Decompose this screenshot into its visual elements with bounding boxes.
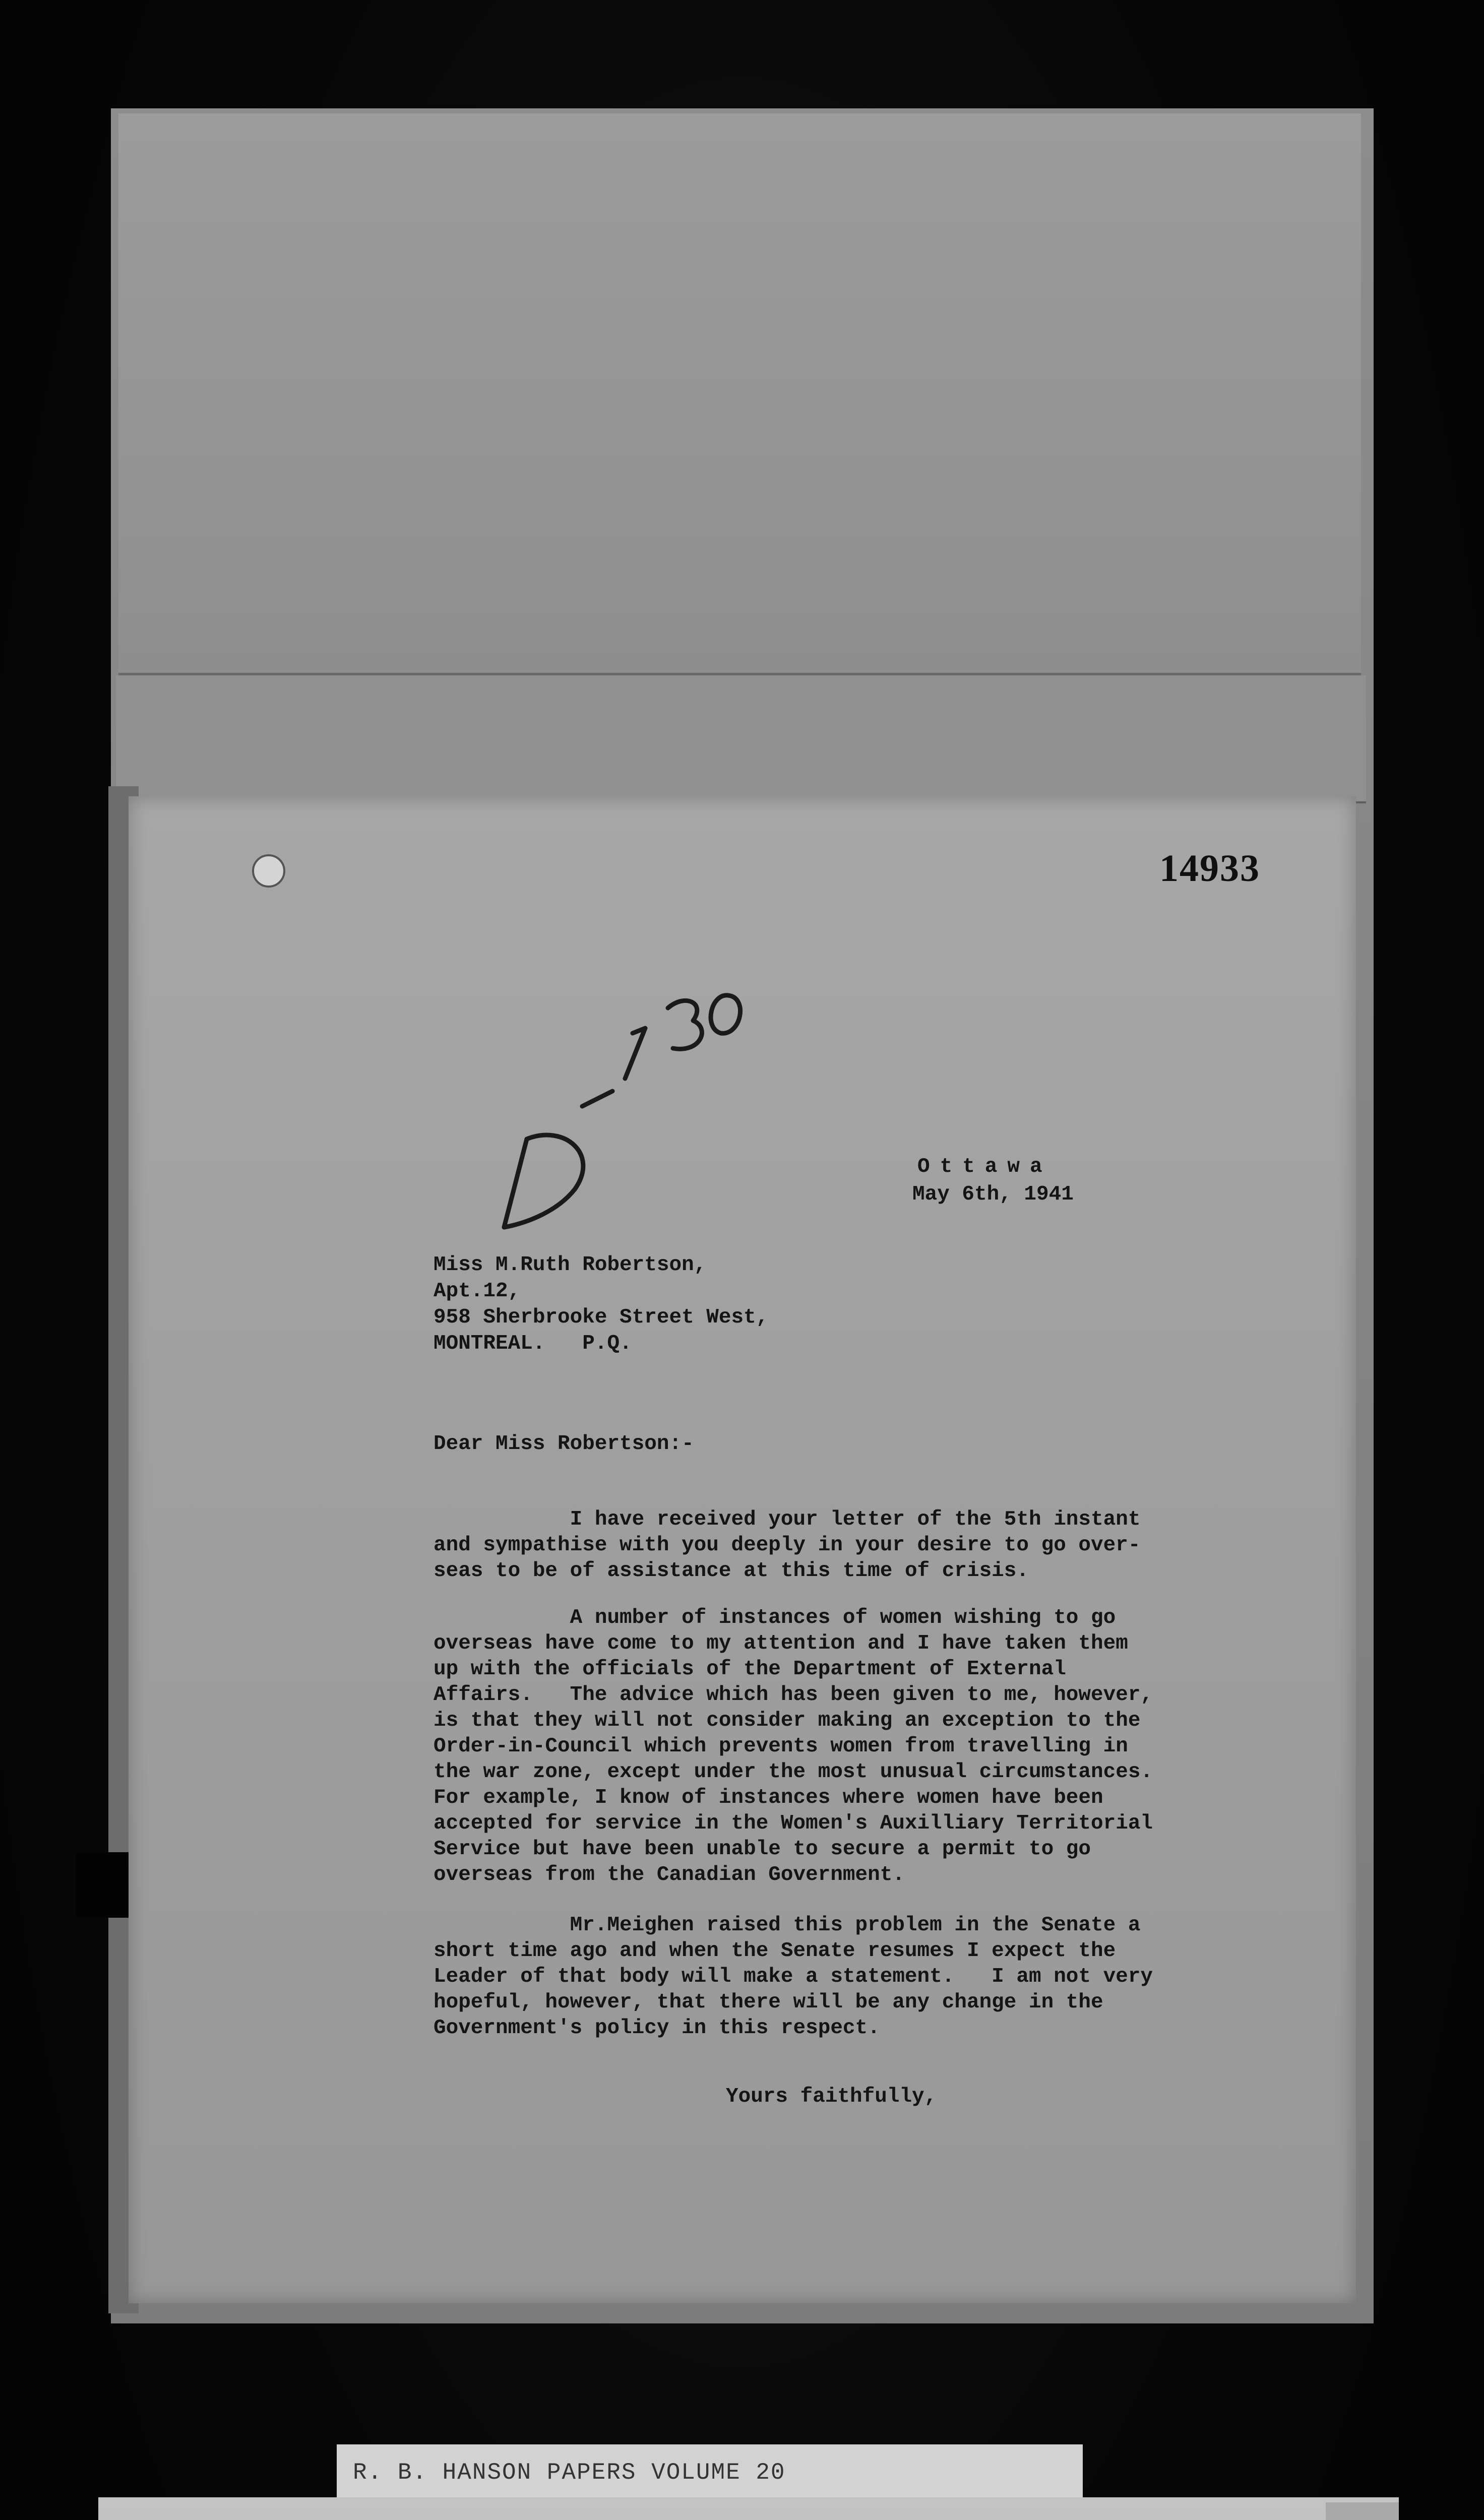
handwritten-annotation-d-130: [474, 973, 756, 1235]
letter-date: May 6th, 1941: [912, 1183, 1074, 1206]
body-line: and sympathise with you deeply in your desire to go over-: [434, 1534, 1141, 1557]
body-line: is that they will not consider making an exception to the: [434, 1709, 1141, 1732]
recipient-line: Miss M.Ruth Robertson,: [434, 1253, 707, 1277]
body-line: overseas have come to my attention and I have taken them: [434, 1632, 1128, 1655]
document-number: 14933: [1159, 847, 1260, 890]
body-line: short time ago and when the Senate resumes I expect the: [434, 1939, 1116, 1963]
body-line: accepted for service in the Women's Auxilliary Territorial: [434, 1812, 1153, 1835]
body-line: seas to be of assistance at this time of crisis.: [434, 1559, 1029, 1583]
body-line: A number of instances of women wishing to go: [434, 1606, 1116, 1629]
body-line: the war zone, except under the most unusual circumstances.: [434, 1760, 1153, 1784]
body-line: up with the officials of the Department of External: [434, 1658, 1066, 1681]
recipient-line: MONTREAL. P.Q.: [434, 1332, 632, 1355]
body-line: Service but have been unable to secure a permit to go: [434, 1838, 1091, 1861]
page-edge-strip: [116, 675, 1366, 803]
body-line: I have received your letter of the 5th instant: [434, 1508, 1141, 1531]
body-line: Leader of that body will make a statement. I am not very: [434, 1965, 1153, 1988]
recipient-line: 958 Sherbrooke Street West,: [434, 1306, 769, 1329]
body-line: overseas from the Canadian Government.: [434, 1863, 905, 1886]
body-line: Affairs. The advice which has been given to me, however,: [434, 1683, 1153, 1707]
letter-place: Ottawa: [917, 1155, 1053, 1178]
punch-hole: [252, 854, 285, 888]
closing: Yours faithfully,: [726, 2085, 937, 2108]
body-line: For example, I know of instances where women have been: [434, 1786, 1103, 1809]
salutation: Dear Miss Robertson:-: [434, 1432, 694, 1456]
body-line: hopeful, however, that there will be any change in the: [434, 1991, 1103, 2014]
previous-page: [118, 113, 1361, 676]
recipient-line: Apt.12,: [434, 1280, 521, 1303]
archives-card-tab: [1326, 2502, 1399, 2520]
body-line: Mr.Meighen raised this problem in the Senate a: [434, 1914, 1141, 1937]
volume-label-text: R. B. HANSON PAPERS VOLUME 20: [353, 2460, 786, 2486]
body-line: Order-in-Council which prevents women from travelling in: [434, 1735, 1128, 1758]
body-line: Government's policy in this respect.: [434, 2017, 880, 2040]
archives-card: [98, 2497, 1399, 2520]
